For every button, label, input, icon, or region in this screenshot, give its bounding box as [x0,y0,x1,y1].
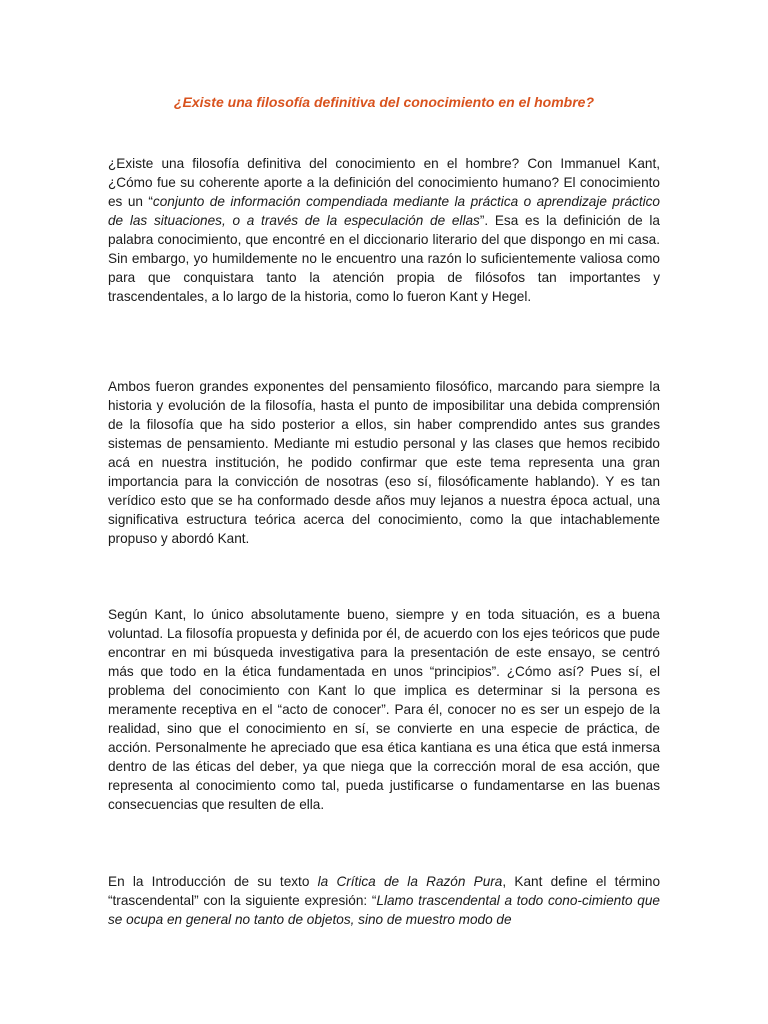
paragraph-3-text: Según Kant, lo único absolutamente bueno, siempre y en toda situación, es a buena voluntad. La filosofía propuesta y definida por él, de acuerdo con los ejes teóricos que pude encontrar en mi búsqueda investigativa para la presentación de este ensayo, se centró más que todo en la ética fundamentada en unos “principios”. ¿Cómo así? Pues sí, el problema del conocimiento con Kant lo que implica es determinar si la persona es meramente receptiva en el “acto de conocer”. Para él, conocer no es ser un espejo de la realidad, sino que el conocimiento en sí, se convierte en una especie de práctica, de acción. Personalmente he apreciado que esa ética kantiana es una ética que está inmersa dentro de las éticas del deber, ya que niega que la corrección moral de esa acción, que representa al conocimiento como tal, pueda justificarse o fundamentarse en las buenas consecuencias que resulten de ella. [108,607,660,812]
paragraph-2 [108,377,660,548]
paragraph-4 [108,872,660,929]
paragraph-4-quote: Llamo trascendental a todo cono-cimiento que se ocupa en general no tanto de objetos, sino de muestro modo de [108,893,660,927]
paragraph-4-text: En la Introducción de su texto [108,874,318,889]
paragraph-1-text: ¿Existe una filosofía definitiva del conocimiento en el hombre? Con Immanuel Kant, ¿Cómo fue su coherente aporte a la definición del conocimiento humano? El conocimiento es un “ [108,156,660,209]
document-title: ¿Existe una filosofía definitiva del conocimiento en el hombre? [173,94,595,110]
paragraph-2-text: Ambos fueron grandes exponentes del pensamiento filosófico, marcando para siempre la historia y evolución de la filosofía, hasta el punto de imposibilitar una debida comprensión de la filosofía que ha sido posterior a ellos, sin haber comprendido antes sus grandes sistemas de pensamiento. Mediante mi estudio personal y las clases que hemos recibido acá en nuestra institución, he podido confirmar que este tema representa una gran importancia para la convicción de nosotras (eso sí, filosóficamente hablando). Y es tan verídico esto que se ha conformado desde años muy lejanos a nuestra época actual, una significativa estructura teórica acerca del conocimiento, como la que intachablemente propuso y abordó Kant. [108,379,660,546]
paragraph-4-text-mid: , Kant define el término “trascendental” con la siguiente expresión: “ [108,874,661,908]
paragraph-1-quote: conjunto de información compendiada mediante la práctica o aprendizaje práctico de las situaciones, o a través de la especulación de ellas [108,194,660,228]
paragraph-1 [108,154,660,306]
paragraph-1-text-end: ”. Esa es la definición de la palabra conocimiento, que encontré en el diccionario literario del que dispongo en mi casa. Sin embargo, yo humildemente no le encuentro una razón lo suficientemente valiosa como para que conquistara tanto la atención propia de filósofos tan importantes y trascendentales, a lo largo de la historia, como lo fueron Kant y Hegel. [108,213,660,304]
paragraph-3 [108,605,660,814]
paragraph-4-book-title: la Crítica de la Razón Pura [317,874,503,889]
